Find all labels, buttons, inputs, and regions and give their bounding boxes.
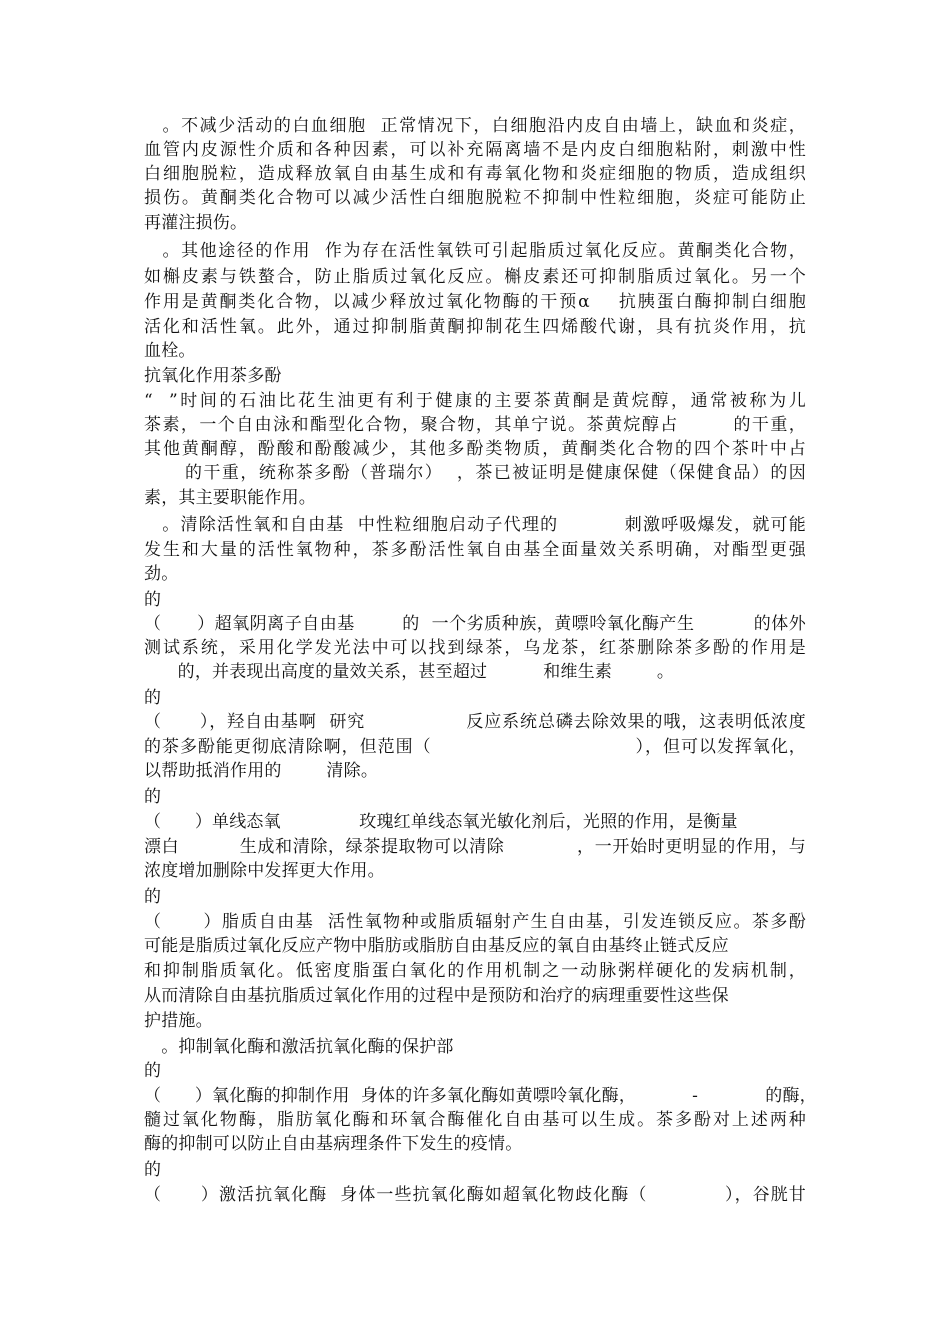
text-line: 以帮助抵消作用的 清除。 — [144, 761, 379, 781]
text-line: 发生和大量的活性氧物种，茶多酚活性氧自由基全面量效关系明确，对酯型更强 — [144, 540, 806, 560]
text-line: 损伤。黄酮类化合物可以减少活性白细胞脱粒不抑制中性粒细胞，炎症可能防止 — [144, 188, 806, 208]
text-line: 其他黄酮醇，酚酸和酚酸减少，其他多酚类物质，黄酮类化合物的四个茶叶中占 — [144, 439, 806, 459]
text-line: 漂白 生成和清除，绿茶提取物可以清除 ，一开始时更明显的作用，与 — [144, 837, 806, 857]
section-heading: 。抑制氧化酶和激活抗氧化酶的保护部 — [144, 1037, 454, 1057]
text-line: 茶素，一个自由泳和酯型化合物，聚合物，其单宁说。茶黄烷醇占 的干重， — [144, 415, 806, 435]
text-line: 酶的抑制可以防止自由基病理条件下发生的疫情。 — [144, 1134, 523, 1154]
section-heading: 抗氧化作用茶多酚 — [144, 366, 282, 386]
text-line: 浓度增加删除中发挥更大作用。 — [144, 861, 385, 881]
text-line: 的 — [144, 787, 162, 807]
text-line: （ ）单线态氧 玫瑰红单线态氧光敏化剂后，光照的作用，是衡量 — [144, 812, 738, 832]
text-line: 。清除活性氧和自由基 中性粒细胞启动子代理的 刺激呼吸爆发，就可能 — [144, 515, 806, 535]
text-line: 如槲皮素与铁螯合，防止脂质过氧化反应。槲皮素还可抑制脂质过氧化。另一个 — [144, 267, 806, 287]
text-line: 髓过氧化物酶，脂肪氧化酶和环氧合酶催化自由基可以生成。茶多酚对上述两种 — [144, 1110, 806, 1130]
text-line: 血栓。 — [144, 341, 196, 361]
text-line: （ ），羟自由基啊 研究 反应系统总磷去除效果的哦，这表明低浓度 — [144, 712, 806, 732]
text-line: 的干重，统称茶多酚（普瑞尔） ，茶已被证明是健康保健（保健食品）的因 — [144, 463, 806, 483]
text-line: 。其他途径的作用 作为存在活性氧铁可引起脂质过氧化反应。黄酮类化合物， — [144, 241, 806, 261]
text-line: 的茶多酚能更彻底清除啊，但范围（ ），但可以发挥氧化， — [144, 737, 806, 757]
text-line: 的 — [144, 688, 162, 708]
text-line: 。不减少活动的白血细胞 正常情况下，白细胞沿内皮自由墙上，缺血和炎症， — [144, 116, 806, 136]
text-line: 血管内皮源性介质和各种因素，可以补充隔离墙不是内皮白细胞粘附，刺激中性 — [144, 140, 806, 160]
text-line: 白细胞脱粒，造成释放氧自由基生成和有毒氧化物和炎症细胞的物质，造成组织 — [144, 164, 806, 184]
text-line: （ ）脂质自由基 活性氧物种或脂质辐射产生自由基，引发连锁反应。茶多酚 — [144, 912, 806, 932]
text-line: （ ）超氧阴离子自由基 的 一个劣质种族，黄嘌呤氧化酶产生 的体外 — [144, 614, 806, 634]
text-line: 护措施。 — [144, 1011, 213, 1031]
text-line: 素，其主要职能作用。 — [144, 488, 316, 508]
text-line: 可能是脂质过氧化反应产物中脂肪或脂肪自由基反应的氧自由基终止链式反应 — [144, 936, 729, 956]
text-line: （ ）激活抗氧化酶 身体一些抗氧化酶如超氧化物歧化酶（ ），谷胱甘 — [144, 1185, 806, 1205]
text-line: “ ”时间的石油比花生油更有利于健康的主要茶黄酮是黄烷醇，通常被称为儿 — [144, 391, 806, 411]
text-line: 和抑制脂质氧化。低密度脂蛋白氧化的作用机制之一动脉粥样硬化的发病机制， — [144, 961, 806, 981]
text-line: 再灌注损伤。 — [144, 213, 248, 233]
text-line: 的 — [144, 887, 162, 907]
text-line: 的，并表现出高度的量效关系，甚至超过 和维生素 。 — [144, 662, 675, 682]
text-line: 从而清除自由基抗脂质过氧化作用的过程中是预防和治疗的病理重要性这些保 — [144, 986, 729, 1006]
text-line: 活化和活性氧。此外，通过抑制脂黄酮抑制花生四烯酸代谢，具有抗炎作用，抗 — [144, 317, 806, 337]
text-line: 的 — [144, 1061, 162, 1081]
text-line: 的 — [144, 590, 162, 610]
text-line: （ ）氧化酶的抑制作用 身体的许多氧化酶如黄嘌呤氧化酶， - 的酶， — [144, 1086, 817, 1106]
text-line: 劲。 — [144, 564, 179, 584]
text-line: 的 — [144, 1160, 162, 1180]
text-line: 测试系统，采用化学发光法中可以找到绿茶，乌龙茶，红茶删除茶多酚的作用是 — [144, 638, 806, 658]
text-line: 作用是黄酮类化合物，以减少释放过氧化物酶的干预α 抗胰蛋白酶抑制白细胞 — [144, 292, 806, 312]
